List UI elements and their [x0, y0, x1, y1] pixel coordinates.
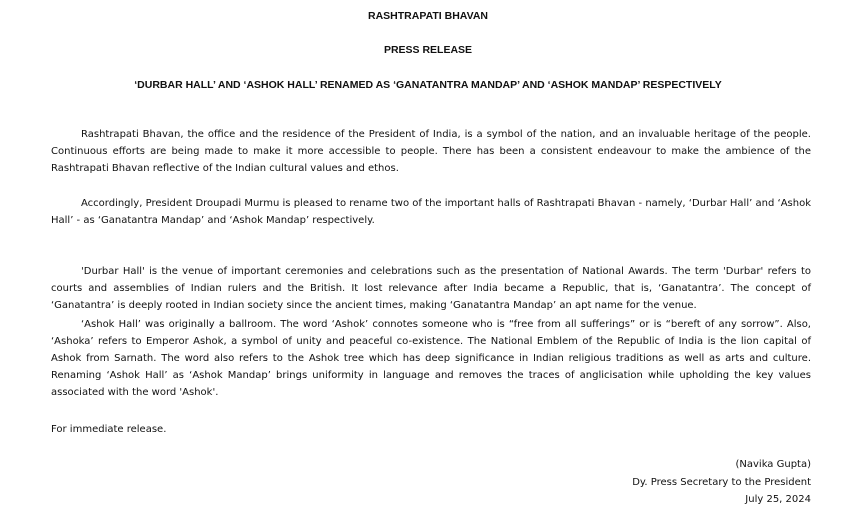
paragraph-durbar-hall: 'Durbar Hall' is the venue of important ceremonies and celebrations such as the presentation of National Awards. The term 'Durbar' refers to courts and assemblies of Indian rulers and the British. It lost relevance after India became a Republic, that is, ‘Ganatantra’. The concept of ‘Ganatantra’ is deeply rooted in Indian society since the ancient times, making ‘Ganatantra Mandap’ an apt name for the venue.: [51, 266, 811, 311]
release-note: For immediate release.: [51, 424, 167, 435]
paragraph-intro: Rashtrapati Bhavan, the office and the residence of the President of India, is a symbol of the nation, and an invaluable heritage of the people. Continuous efforts are being made to make it more accessible to people. There has been a consistent endeavour to make the ambience of the Rashtrapati Bhavan reflective of the Indian cultural values and ethos.: [51, 129, 811, 174]
signature-block: [632, 456, 811, 509]
signatory-designation: Dy. Press Secretary to the President: [632, 476, 811, 488]
paragraph-ashok-hall: ‘Ashok Hall’ was originally a ballroom. The word ‘Ashok’ connotes someone who is “free from all sufferings” or is “bereft of any sorrow”. Also, ‘Ashoka’ refers to Emperor Ashok, a symbol of unity and peaceful co-existence. The National Emblem of the Republic of India is the lion capital of Ashok from Sarnath. The word also refers to the Ashok tree which has deep significance in Indian religious traditions as well as arts and culture. Renaming ‘Ashok Hall’ as ‘Ashok Mandap’ brings uniformity in language and removes the traces of anglicisation while upholding the key values associated with the word 'Ashok'.: [51, 319, 811, 398]
signatory-name: (Navika Gupta): [735, 459, 811, 470]
release-date: July 25, 2024: [745, 494, 811, 505]
organization-heading: RASHTRAPATI BHAVAN: [368, 10, 488, 22]
press-release-title: ‘DURBAR HALL’ AND ‘ASHOK HALL’ RENAMED AS ‘GANATANTRA MANDAP’ AND ‘ASHOK MANDAP’ RESPECTIVELY: [134, 79, 722, 91]
paragraph-rename-announcement: Accordingly, President Droupadi Murmu is pleased to rename two of the important halls of Rashtrapati Bhavan - namely, ‘Durbar Hall’ and ‘Ashok Hall’ - as ‘Ganatantra Mandap’ and ‘Ashok Mandap’ respectively.: [51, 198, 811, 226]
document-type-heading: PRESS RELEASE: [383, 44, 473, 56]
